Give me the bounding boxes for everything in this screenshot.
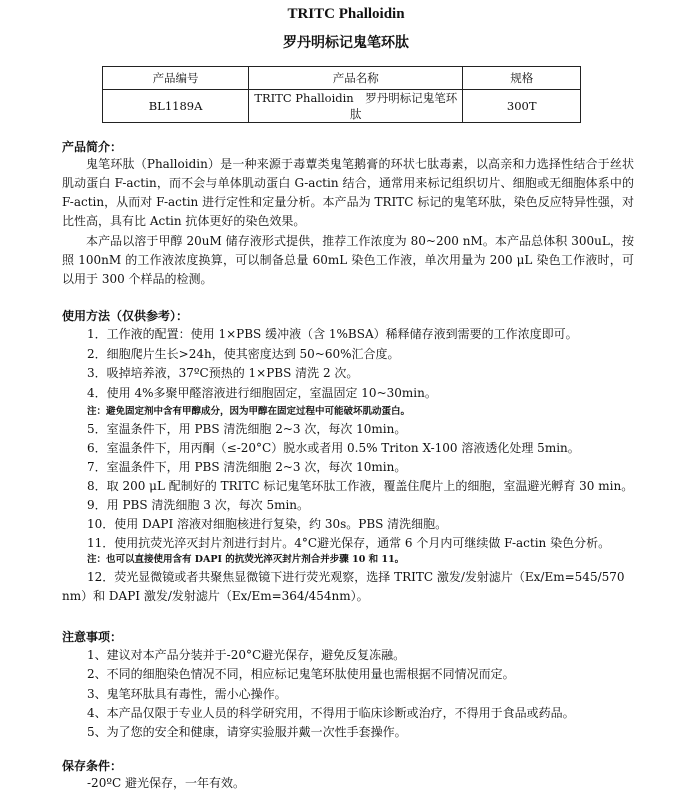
step-5: 5．室温条件下，用 PBS 清洗细胞 2~3 次，每次 10min。: [87, 422, 407, 436]
note-item-1: 1、建议对本产品分装并于-20°C避光保存，避免反复冻融。: [87, 648, 406, 662]
intro-paragraph-1: 鬼笔环肽（Phalloidin）是一种来源于毒蕈类鬼笔鹅膏的环状七肽毒素，以高亲和力选择性结合于丝状肌动蛋白 F-actin，而不会与单体肌动蛋白 G-actin 结合，通常用来标记组织切片、细胞或无细胞体系中的 F-actin，从而对 F-actin 进行定性和定量分析。本产品为 TRITC 标记的鬼笔环肽，染色反应特异性强，对比性高，具有比 Actin 抗体更好的染色效果。: [62, 157, 634, 228]
header-product-code: 产品编号: [103, 67, 249, 90]
step-note-1: 注：避免固定剂中含有甲醇成分，因为甲醇在固定过程中可能破坏肌动蛋白。: [87, 406, 411, 417]
note-item-4: 4、本产品仅限于专业人员的科学研究用，不得用于临床诊断或治疗，不得用于食品或药品。: [87, 706, 575, 720]
step-6: 6．室温条件下，用丙酮（≤-20°C）脱水或者用 0.5% Triton X-100 溶液透化处理 5min。: [87, 441, 580, 455]
product-spec-table: [102, 66, 581, 123]
note-item-5: 5、为了您的安全和健康，请穿实验服并戴一次性手套操作。: [87, 725, 407, 739]
note-item-2: 2、不同的细胞染色情况不同，相应标记鬼笔环肽使用量也需根据不同情况而定。: [87, 667, 515, 681]
step-12: 12．荧光显微镜或者共聚焦显微镜下进行荧光观察，选择 TRITC 激发/发射滤片（Ex/Em=545/570 nm）和 DAPI 激发/发射滤片（Ex/Em=364/454nm）。: [62, 570, 625, 603]
step-9: 9．用 PBS 清洗细胞 3 次，每次 5min。: [87, 498, 310, 512]
step-8: 8．取 200 μL 配制好的 TRITC 标记鬼笔环肽工作液，覆盖住爬片上的细胞，室温避光孵育 30 min。: [87, 479, 634, 493]
cell-spec: 300T: [463, 90, 581, 123]
step-3: 3．吸掉培养液，37ºC预热的 1×PBS 清洗 2 次。: [87, 366, 359, 380]
storage-title: 保存条件：: [62, 759, 123, 773]
step-10: 10．使用 DAPI 溶液对细胞核进行复染，约 30s。PBS 清洗细胞。: [87, 517, 448, 531]
step-1: 1．工作液的配置：使用 1×PBS 缓冲液（含 1%BSA）稀释储存液到需要的工作浓度即可。: [87, 327, 578, 341]
step-note-2: 注：也可以直接使用含有 DAPI 的抗荧光淬灭封片剂合并步骤 10 和 11。: [87, 554, 405, 565]
intro-title: 产品简介：: [62, 140, 123, 154]
header-spec: 规格: [463, 67, 581, 90]
header-product-name: 产品名称: [249, 67, 463, 90]
table-header-row: [103, 67, 581, 90]
document-title-en: TRITC Phalloidin: [287, 6, 405, 22]
table-row: [103, 90, 581, 123]
step-4: 4．使用 4%多聚甲醛溶液进行细胞固定，室温固定 10~30min。: [87, 386, 437, 400]
usage-title: 使用方法（仅供参考）：: [62, 309, 189, 323]
notes-title: 注意事项：: [62, 630, 123, 644]
document-title-cn: 罗丹明标记鬼笔环肽: [283, 35, 409, 51]
step-7: 7．室温条件下，用 PBS 清洗细胞 2~3 次，每次 10min。: [87, 460, 407, 474]
cell-product-code: BL1189A: [103, 90, 249, 123]
note-item-3: 3、鬼笔环肽具有毒性，需小心操作。: [87, 687, 287, 701]
cell-product-name: TRITC Phalloidin 罗丹明标记鬼笔环肽: [249, 90, 463, 123]
step-11: 11．使用抗荧光淬灭封片剂进行封片。4°C避光保存，通常 6 个月内可继续做 F-actin 染色分析。: [87, 536, 611, 550]
storage-text: -20ºC 避光保存，一年有效。: [87, 776, 245, 790]
step-2: 2．细胞爬片生长>24h，使其密度达到 50~60%汇合度。: [87, 347, 400, 361]
intro-paragraph-2: 本产品以溶于甲醇 20uM 储存液形式提供，推荐工作浓度为 80~200 nM。本产品总体积 300uL，按照 100nM 的工作液浓度换算，可以制备总量 60mL 染色工作液，单次用量为 200 μL 染色工作液时，可以用于 300 个样品的检测。: [62, 234, 634, 286]
